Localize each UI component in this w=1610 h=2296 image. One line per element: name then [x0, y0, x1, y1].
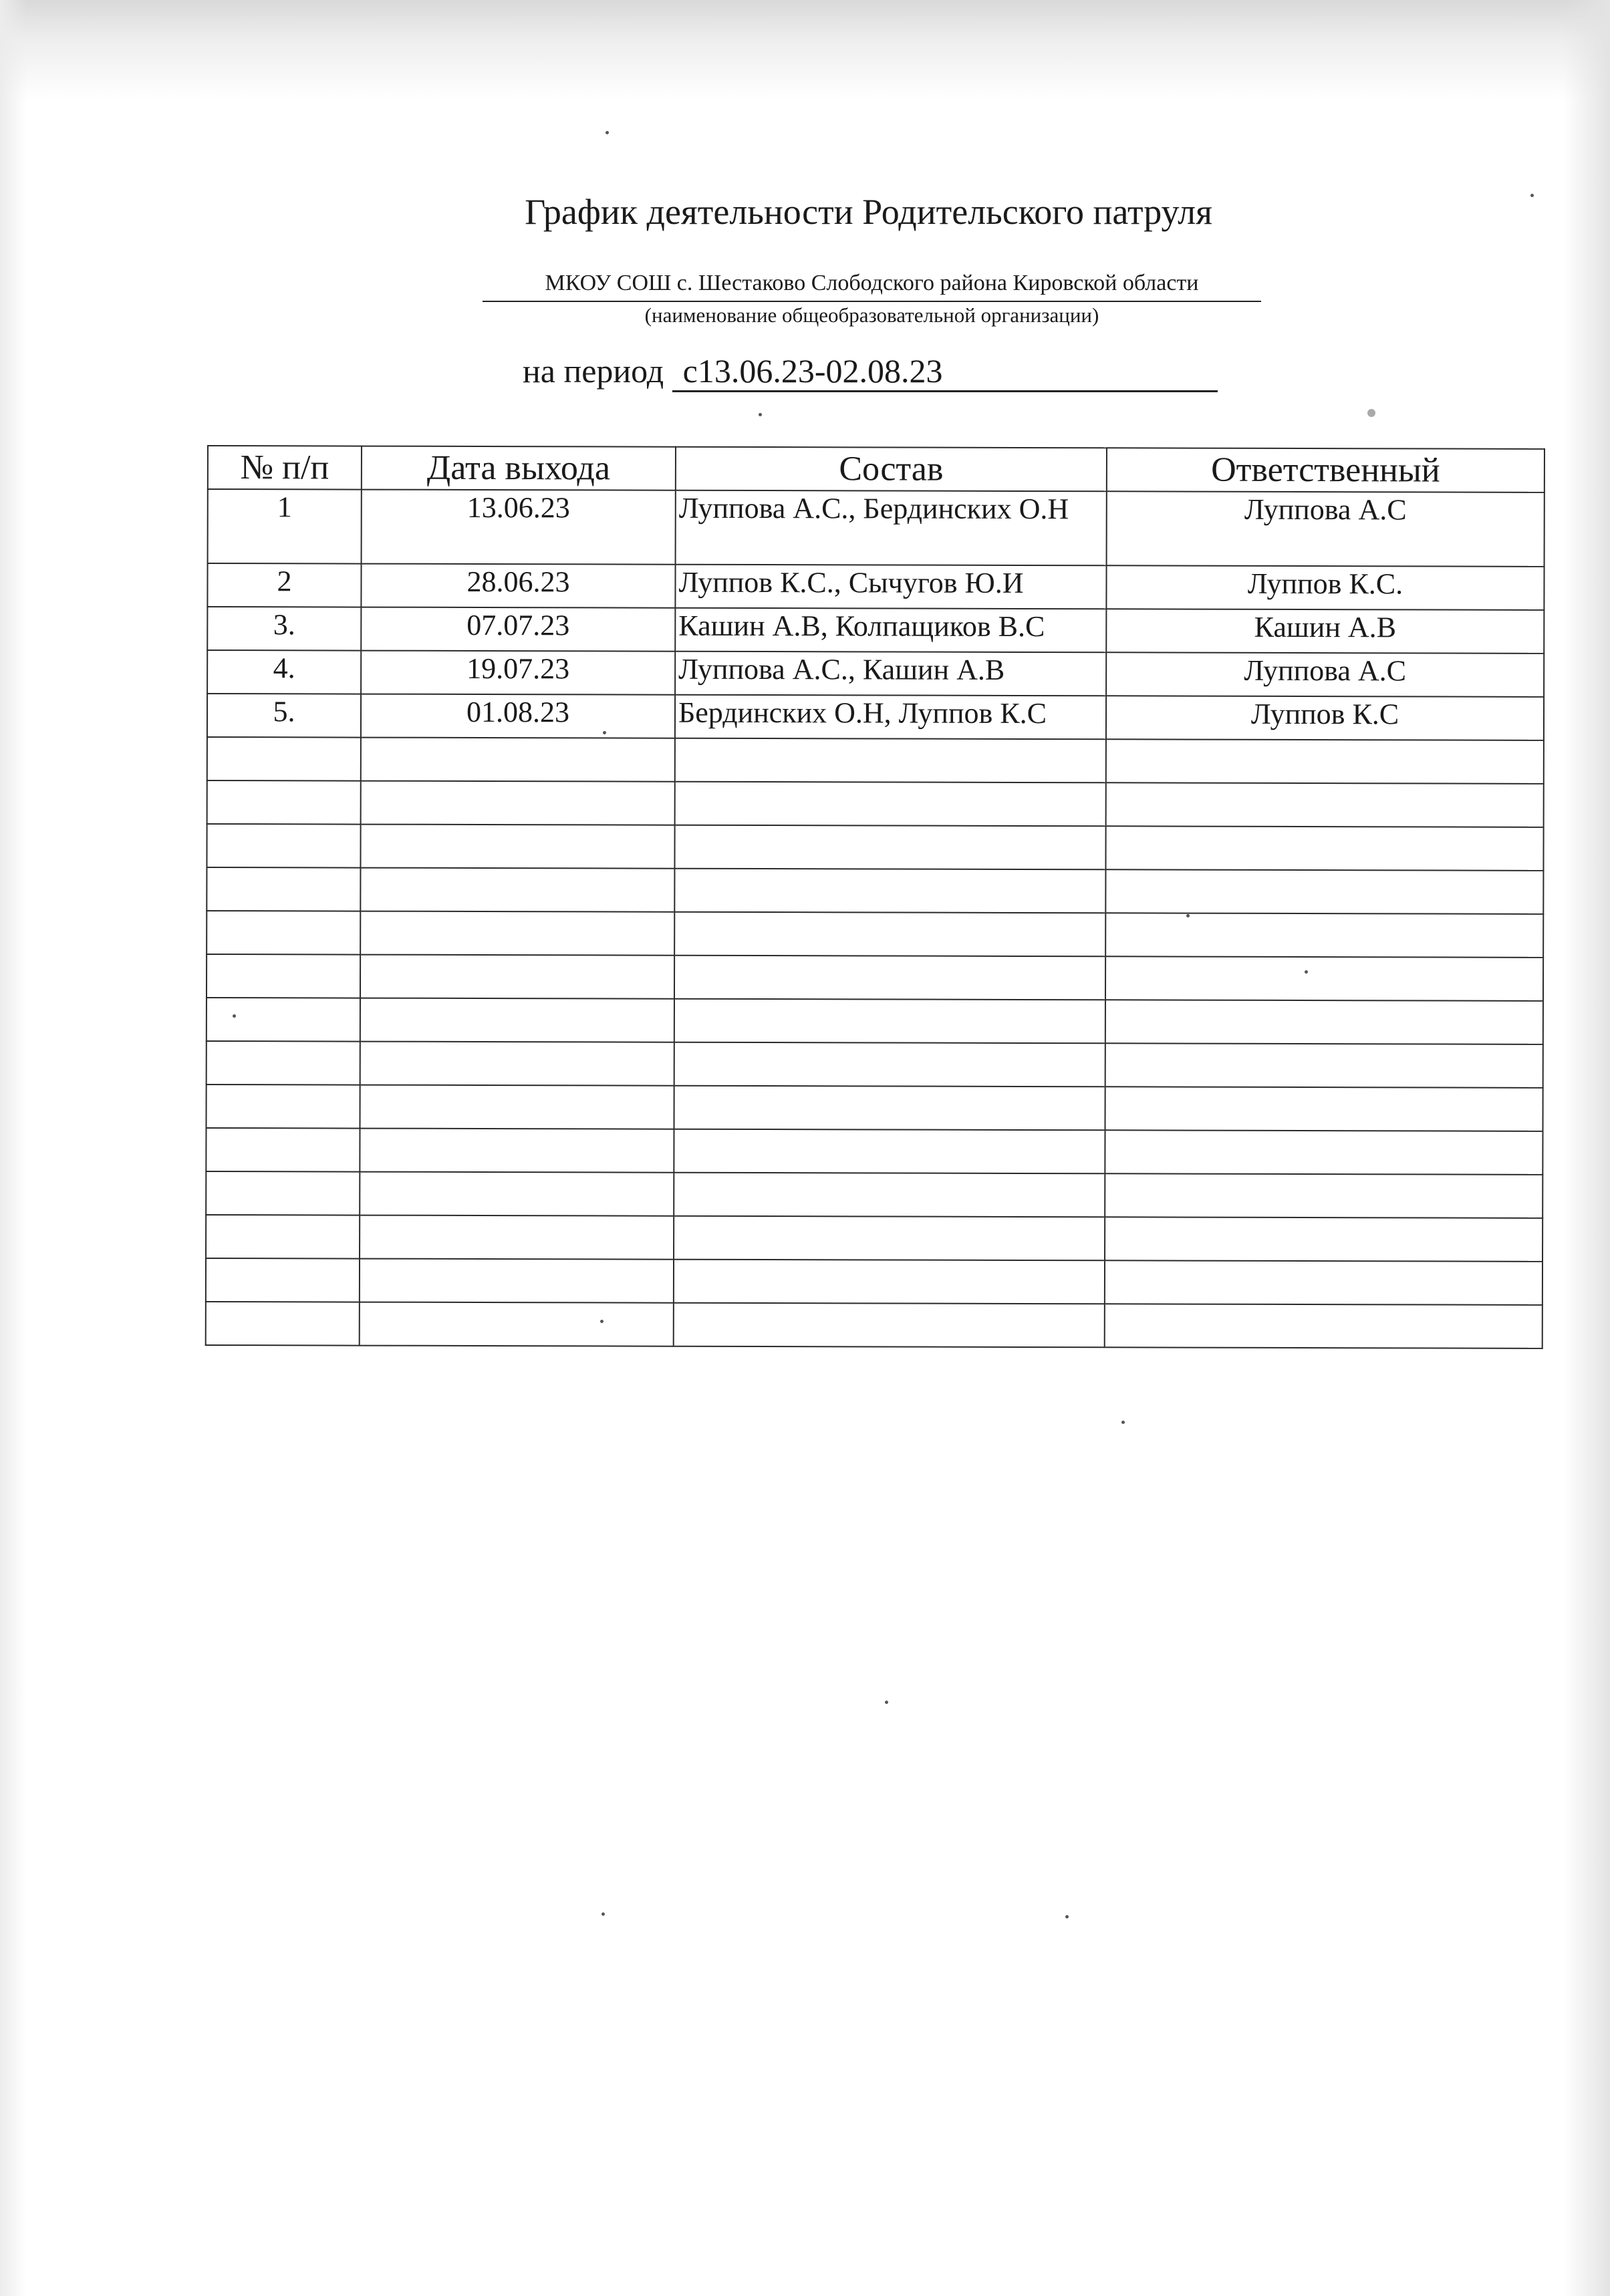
empty-cell: [1105, 1173, 1542, 1218]
empty-table-row: [207, 780, 1544, 827]
table-row: [207, 607, 1544, 654]
cell-members: Бердинских О.Н, Луппов К.С: [675, 695, 1106, 740]
organization-name: МКОУ СОШ с. Шестаково Слободского района Кировской области: [483, 267, 1261, 302]
schedule-table: [205, 445, 1545, 1349]
document-title: График деятельности Родительского патруля: [525, 192, 1212, 232]
cell-responsible: Луппов К.С: [1106, 696, 1544, 740]
empty-cell: [674, 1303, 1105, 1348]
cell-members: Кашин А.В, Колпащиков В.С: [675, 608, 1106, 653]
period-value: с13.06.23-02.08.23: [672, 351, 1218, 392]
scan-speck: [1530, 194, 1534, 197]
header-number: № п/п: [208, 446, 362, 490]
empty-cell: [206, 1302, 360, 1346]
scan-speck: [885, 1701, 888, 1704]
empty-cell: [675, 738, 1106, 783]
empty-cell: [360, 955, 674, 999]
scan-shadow-left: [0, 0, 27, 2296]
empty-cell: [207, 737, 361, 781]
empty-table-row: [207, 867, 1543, 914]
cell-number: 1: [208, 489, 362, 564]
empty-table-row: [207, 998, 1543, 1044]
empty-table-row: [207, 1085, 1543, 1131]
empty-cell: [675, 782, 1106, 827]
empty-table-row: [206, 1171, 1542, 1218]
period-line: [523, 347, 1218, 394]
empty-cell: [361, 781, 675, 825]
empty-table-row: [206, 1302, 1542, 1348]
scan-shadow-right: [1563, 0, 1610, 2296]
cell-number: 2: [207, 563, 361, 607]
empty-cell: [360, 825, 674, 869]
cell-date: 07.07.23: [361, 607, 675, 652]
empty-cell: [1105, 1043, 1543, 1088]
empty-cell: [1105, 1217, 1542, 1262]
empty-cell: [360, 1302, 674, 1346]
empty-table-row: [206, 1258, 1542, 1305]
empty-table-row: [206, 1128, 1542, 1175]
cell-date: 13.06.23: [362, 490, 676, 565]
scan-speck: [1121, 1421, 1125, 1424]
scan-speck: [1065, 1915, 1069, 1918]
empty-cell: [360, 1085, 674, 1129]
cell-date: 01.08.23: [361, 694, 675, 738]
empty-cell: [360, 1215, 674, 1260]
empty-cell: [207, 1085, 360, 1129]
empty-cell: [674, 825, 1105, 870]
empty-cell: [360, 911, 674, 956]
scan-speck: [233, 1014, 236, 1018]
empty-table-row: [207, 1041, 1543, 1088]
empty-rows: [206, 737, 1544, 1348]
empty-cell: [1105, 1304, 1542, 1348]
empty-cell: [206, 1215, 360, 1259]
empty-cell: [674, 1260, 1105, 1304]
empty-cell: [206, 1128, 360, 1172]
empty-cell: [360, 1172, 674, 1216]
empty-table-row: [207, 911, 1543, 958]
empty-cell: [1105, 913, 1543, 958]
cell-members: Луппова А.С., Бердинских О.Н: [676, 490, 1107, 566]
header-responsible: Ответственный: [1107, 448, 1545, 492]
cell-date: 19.07.23: [361, 651, 675, 695]
scan-speck: [1186, 914, 1190, 917]
table-row: [207, 694, 1544, 740]
cell-members: Луппова А.С., Кашин А.В: [675, 652, 1106, 696]
table-row: [207, 563, 1544, 610]
header-date: Дата выхода: [362, 446, 676, 490]
empty-cell: [207, 954, 360, 998]
empty-cell: [674, 1216, 1105, 1261]
cell-responsible: Луппов К.С.: [1106, 565, 1544, 610]
empty-cell: [1105, 1000, 1543, 1044]
empty-cell: [206, 1258, 360, 1302]
empty-cell: [360, 1259, 674, 1303]
cell-responsible: Кашин А.В: [1106, 609, 1544, 654]
empty-cell: [360, 998, 674, 1042]
scan-speck: [606, 131, 609, 134]
empty-cell: [207, 867, 360, 911]
empty-cell: [1105, 869, 1543, 914]
empty-cell: [674, 1042, 1105, 1087]
header-members: Состав: [676, 447, 1107, 492]
scan-speck: [603, 731, 606, 734]
empty-cell: [207, 998, 360, 1042]
organization-block: [483, 267, 1261, 329]
empty-cell: [674, 869, 1105, 913]
empty-cell: [1105, 1130, 1542, 1175]
table-row: [207, 650, 1544, 697]
empty-cell: [674, 1129, 1105, 1174]
empty-cell: [1105, 826, 1543, 871]
empty-cell: [360, 868, 674, 912]
empty-cell: [207, 1041, 360, 1085]
scan-speck: [759, 413, 762, 416]
empty-cell: [361, 738, 675, 782]
cell-responsible: Луппова А.С: [1107, 491, 1545, 567]
empty-table-row: [206, 1215, 1542, 1262]
cell-date: 28.06.23: [361, 564, 675, 608]
scan-speck: [1305, 970, 1308, 974]
empty-cell: [360, 1042, 674, 1086]
scan-speck: [1367, 409, 1375, 417]
empty-cell: [1105, 1087, 1542, 1131]
empty-cell: [207, 911, 360, 955]
scan-shadow-top: [0, 0, 1610, 100]
empty-cell: [1105, 1260, 1542, 1305]
cell-responsible: Луппова А.С: [1106, 652, 1544, 697]
empty-cell: [674, 1173, 1105, 1217]
empty-cell: [360, 1129, 674, 1173]
empty-cell: [206, 1171, 360, 1215]
empty-table-row: [207, 737, 1544, 784]
empty-cell: [1106, 739, 1544, 784]
empty-cell: [674, 912, 1105, 957]
empty-table-row: [207, 954, 1543, 1001]
period-label: на период: [523, 352, 664, 390]
empty-cell: [1106, 782, 1544, 827]
scan-speck: [601, 1912, 605, 1916]
table-header-row: [208, 446, 1545, 492]
empty-table-row: [207, 824, 1543, 871]
table-row: [208, 489, 1545, 567]
empty-cell: [674, 999, 1105, 1044]
cell-number: 3.: [207, 607, 361, 651]
empty-cell: [207, 780, 361, 825]
scan-speck: [600, 1320, 603, 1323]
cell-members: Луппов К.С., Сычугов Ю.И: [675, 565, 1106, 609]
cell-number: 4.: [207, 650, 361, 694]
empty-cell: [207, 824, 360, 868]
cell-number: 5.: [207, 694, 361, 738]
empty-cell: [674, 1086, 1105, 1131]
organization-caption: (наименование общеобразовательной организации): [644, 303, 1099, 327]
empty-cell: [674, 956, 1105, 1000]
empty-cell: [1105, 956, 1543, 1001]
